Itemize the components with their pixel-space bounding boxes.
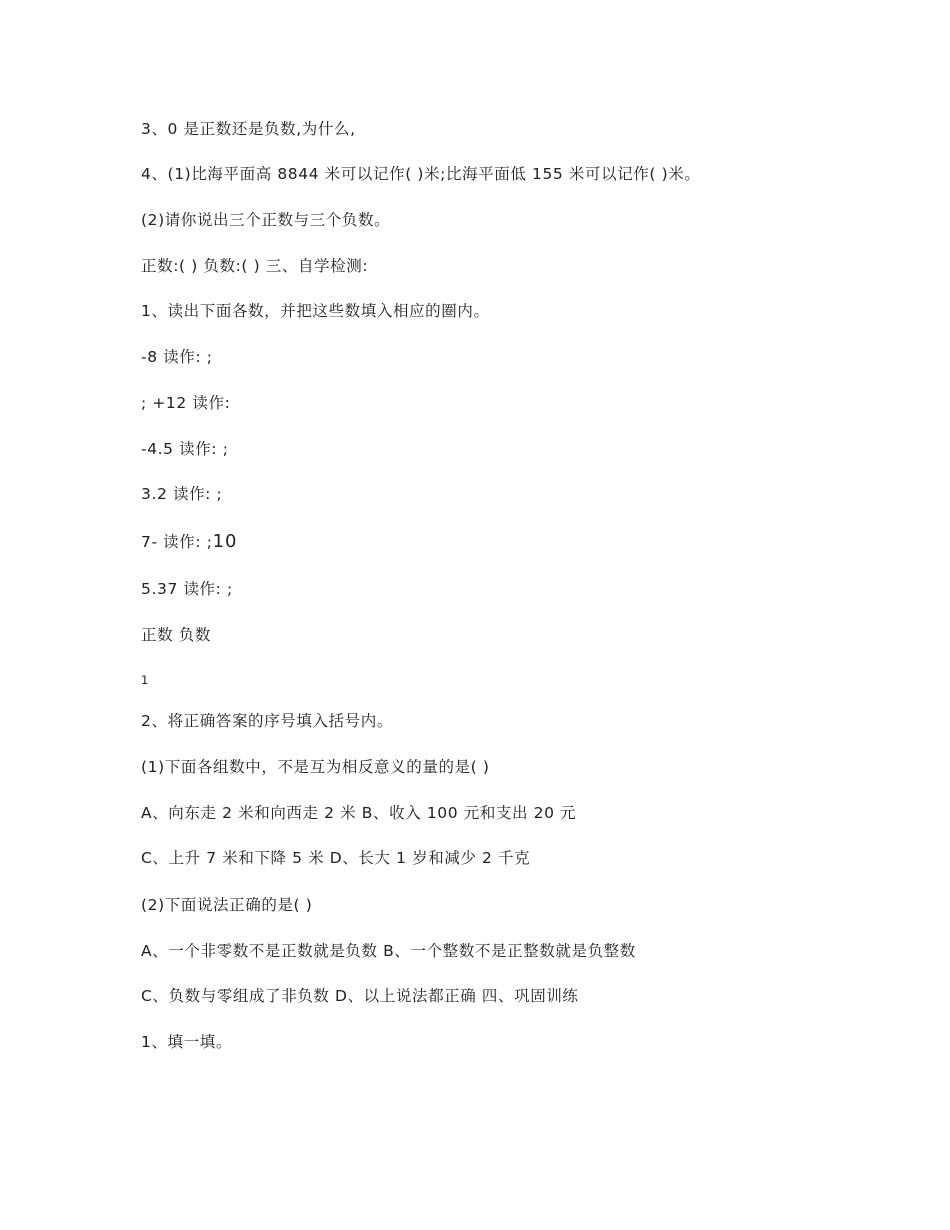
option-c-d-line-1: C、上升 7 米和下降 5 米 D、长大 1 岁和减少 2 千克 [141, 849, 531, 867]
option-c-d-line-2: C、负数与零组成了非负数 D、以上说法都正确 四、巩固训练 [141, 987, 579, 1005]
option-a-b-line-1: A、向东走 2 米和向西走 2 米 B、收入 100 元和支出 20 元 [141, 804, 577, 822]
read-5-37-line: 5.37 读作: ; [141, 580, 233, 598]
fraction-denominator-10: 10 [212, 531, 238, 552]
read-3-2-line: 3.2 读作: ; [141, 485, 223, 503]
read-plus-12-line: ; +12 读作: [141, 394, 231, 412]
question-2-line: 2、将正确答案的序号填入括号内。 [141, 712, 393, 730]
self-check-1-line: 1、读出下面各数，并把这些数填入相应的圈内。 [141, 302, 490, 320]
read-minus-4-5-line: -4.5 读作: ; [141, 440, 229, 458]
question-3-line: 3、0 是正数还是负数,为什么, [141, 120, 356, 138]
positive-negative-answer-line: 正数:( ) 负数:( ) 三、自学检测: [141, 257, 369, 275]
question-2-1-line: (1)下面各组数中，不是互为相反意义的量的是( ) [141, 758, 490, 776]
question-2-2-line: (2)下面说法正确的是( ) [141, 896, 313, 914]
read-minus-8-line: -8 读作: ; [141, 348, 213, 366]
practice-1-line: 1、填一填。 [141, 1033, 232, 1051]
page-number: 1 [141, 673, 149, 687]
option-a-b-line-2: A、一个非零数不是正数就是负数 B、一个整数不是正整数就是负整数 [141, 942, 636, 960]
read-7-fraction-text: 7- 读作: ; [141, 533, 213, 551]
read-7-fraction-line [141, 532, 237, 552]
positive-negative-circle-labels: 正数 负数 [141, 626, 211, 644]
question-4-1-line: 4、(1)比海平面高 8844 米可以记作( )米;比海平面低 155 米可以记作( )米。 [141, 165, 701, 183]
question-4-2-line: (2)请你说出三个正数与三个负数。 [141, 211, 391, 229]
